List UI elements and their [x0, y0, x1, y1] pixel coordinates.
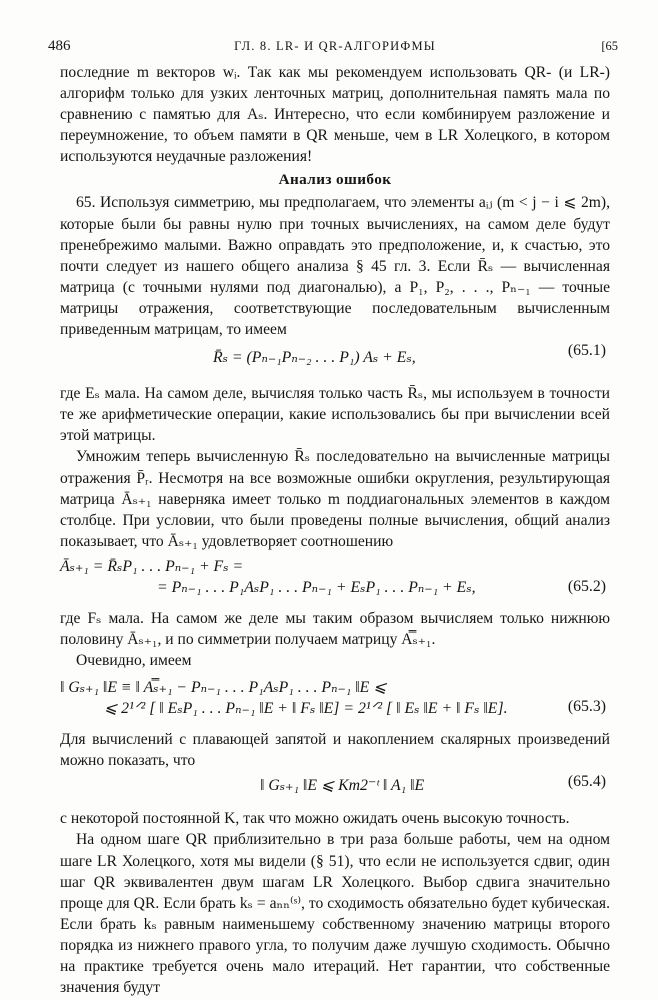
equation-65-4-expr: ‖ Gₛ₊₁ ‖E ⩽ Km2⁻ᵗ ‖ A₁ ‖E	[260, 777, 425, 795]
paragraph-after-65-1: где Eₛ мала. На самом деле, вычисляя только часть R̄ₛ, мы используем в точности те же арифметические операции, какие использовались бы при вычислении всей этой матрицы.	[60, 385, 610, 445]
intro-paragraph: последние m векторов wᵢ. Так как мы рекомендуем использовать QR- (и LR-) алгорифм только для узких ленточных матриц, дополнительная память мала по сравнению с памятью для Aₛ. Интересно, что если комбинируем разложение и переумножение, то объем памяти в QR меньше, чем в LR Холецкого, в котором используются неудачные разложения!	[60, 64, 610, 166]
paragraph-final: На одном шаге QR приблизительно в три раза больше работы, чем на одном шаге LR Холецкого, хотя мы видели (§ 51), что если не используется сдвиг, один шаг QR эквивалентен двум шагам LR Холецкого. Выбор сдвига значительно проще для QR. Если брать kₛ = aₙₙ⁽ˢ⁾, то сходимость обязательно будет кубическая. Если брать kₛ равным наименьшему собственному значению матрицы второго порядка из нижнего правого угла, то получим даже лучшую сходимость. Обычно на практике требуется очень мало итераций. Нет гарантии, что собственные значения будут	[60, 831, 610, 997]
paragraph-floating: Для вычислений с плавающей запятой и накоплением скалярных произведений можно показать, что	[60, 731, 610, 770]
equation-65-1-expr: R̄ₛ = (Pₙ₋₁Pₙ₋₂ . . . P₁) Aₛ + Eₛ,	[213, 349, 416, 367]
equation-65-2-number: (65.2)	[567, 577, 606, 595]
section-marker: [65	[601, 39, 618, 53]
equation-65-4-number: (65.4)	[567, 773, 606, 791]
section-title: Анализ ошибок	[278, 171, 392, 189]
book-page	[48, 38, 618, 998]
equation-65-2-line1: Āₛ₊₁ = R̄ₛP₁ . . . Pₙ₋₁ + Fₛ =	[60, 557, 244, 575]
equation-65-3-number: (65.3)	[567, 698, 606, 716]
running-title: ГЛ. 8. LR- И QR-АЛГОРИФМЫ	[234, 39, 436, 53]
paragraph-constant: с некоторой постоянной K, так что можно ожидать очень высокую точность.	[60, 810, 570, 828]
equation-65-3-line2: ⩽ 2¹ᐟ² [ ‖ EₛP₁ . . . Pₙ₋₁ ‖E + ‖ Fₛ ‖E] = 2¹ᐟ² [ ‖ Eₛ ‖E + ‖ Fₛ ‖E].	[104, 700, 508, 718]
equation-65-1-number: (65.1)	[567, 342, 606, 360]
paragraph-after-65-2: где Fₛ мала. На самом же деле мы таким образом вычисляем только нижнюю половину Āₛ₊₁, и по симметрии получаем матрицу A̿ₛ₊₁.	[60, 609, 610, 648]
equation-65-3-line1: ‖ Gₛ₊₁ ‖E ≡ ‖ A̿ₛ₊₁ − Pₙ₋₁ . . . P₁AₛP₁ . . . Pₙ₋₁ ‖E ⩽	[60, 679, 387, 697]
paragraph-multiply: Умножим теперь вычисленную R̄ₛ последовательно на вычисленные матрицы отражения P̄ᵣ. Несмотря на все возможные ошибки округления, результирующая матрица Āₛ₊₁ наверняка имеет только m поддиагональных элементов в каждом столбце. При условии, что были проведены полные вычисления, общий анализ показывает, что Āₛ₊₁ удовлетворяет соотношению	[60, 448, 610, 550]
paragraph-65: 65. Используя симметрию, мы предполагаем, что элементы aᵢⱼ (m < j − i ⩽ 2m), которые были бы равны нулю при точных вычислениях, на самом деле будут пренебрежимо малыми. Важно оправдать это предположение, и, к счастью, это почти следует из нашего общего анализа § 45 гл. 3. Если R̄ₛ — вычисленная матрица (с точными нулями под диагональю), а P₁, P₂, . . ., Pₙ₋₁ — точные матрицы отражения, соответствующие последовательным вычисленным приведенным матрицам, то имеем	[60, 194, 610, 339]
equation-65-2	[60, 552, 610, 608]
page-header	[48, 38, 618, 62]
equation-65-4	[60, 771, 610, 808]
equation-65-1	[60, 340, 610, 383]
page-number: 486	[48, 38, 71, 54]
equation-65-3	[60, 671, 610, 729]
equation-65-2-line2: = Pₙ₋₁ . . . P₁AₛP₁ . . . Pₙ₋₁ + EₛP₁ . . . Pₙ₋₁ + Eₛ,	[157, 578, 476, 596]
paragraph-obviously: Очевидно, имеем	[76, 652, 192, 670]
